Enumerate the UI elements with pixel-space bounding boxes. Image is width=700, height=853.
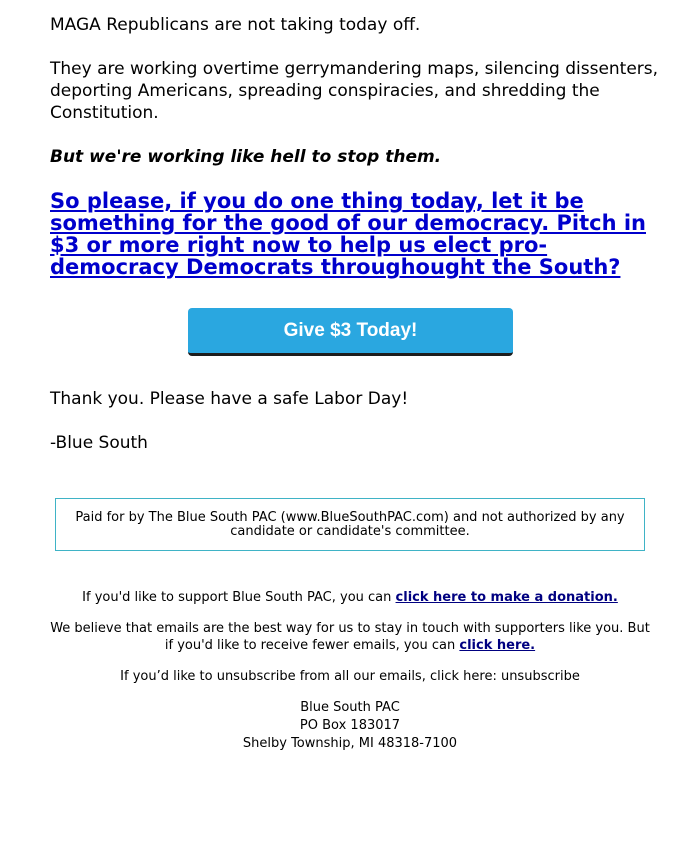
intro-line-1: MAGA Republicans are not taking today off. bbox=[50, 15, 421, 35]
donation-ask-link[interactable]: So please, if you do one thing today, let it be something for the good of our democracy. Pitch in $3 or more right now to help us elect pro-democracy Democrats throughought the South? bbox=[50, 189, 646, 279]
signature: -Blue South bbox=[50, 433, 148, 453]
emphasis-line: But we're working like hell to stop them. bbox=[50, 147, 442, 167]
support-line bbox=[50, 589, 650, 606]
mailing-address bbox=[50, 699, 650, 753]
footer bbox=[50, 589, 650, 753]
po-box: PO Box 183017 bbox=[299, 718, 401, 733]
fewer-emails-link[interactable]: click here. bbox=[459, 638, 536, 653]
org-name: Blue South PAC bbox=[300, 700, 400, 715]
paid-for-disclaimer-box bbox=[55, 498, 645, 551]
closing bbox=[50, 388, 660, 476]
make-donation-link[interactable]: click here to make a donation. bbox=[395, 590, 618, 605]
cta-container bbox=[188, 308, 513, 358]
unsubscribe-line[interactable]: If you’d like to unsubscribe from all our emails, click here: unsubscribe bbox=[120, 669, 580, 684]
email-body bbox=[50, 14, 660, 278]
city-line: Shelby Township, MI 48318-7100 bbox=[242, 736, 458, 751]
thanks-text: Thank you. Please have a safe Labor Day! bbox=[50, 389, 409, 409]
disclaimer-text: Paid for by The Blue South PAC (www.BlueSouthPAC.com) and not authorized by any candidate or candidate's committee. bbox=[75, 509, 625, 539]
fewer-emails-line bbox=[50, 620, 650, 654]
support-text: If you'd like to support Blue South PAC, you can bbox=[82, 590, 396, 605]
give-3-today-button[interactable]: Give $3 Today! bbox=[188, 308, 513, 356]
fewer-emails-text: We believe that emails are the best way for us to stay in touch with supporters like you. But if you'd like to receive fewer emails, you can bbox=[50, 621, 650, 653]
intro-line-2: They are working overtime gerrymandering maps, silencing dissenters, deporting Americans, spreading conspiracies, and shredding the Constitution. bbox=[50, 59, 659, 123]
